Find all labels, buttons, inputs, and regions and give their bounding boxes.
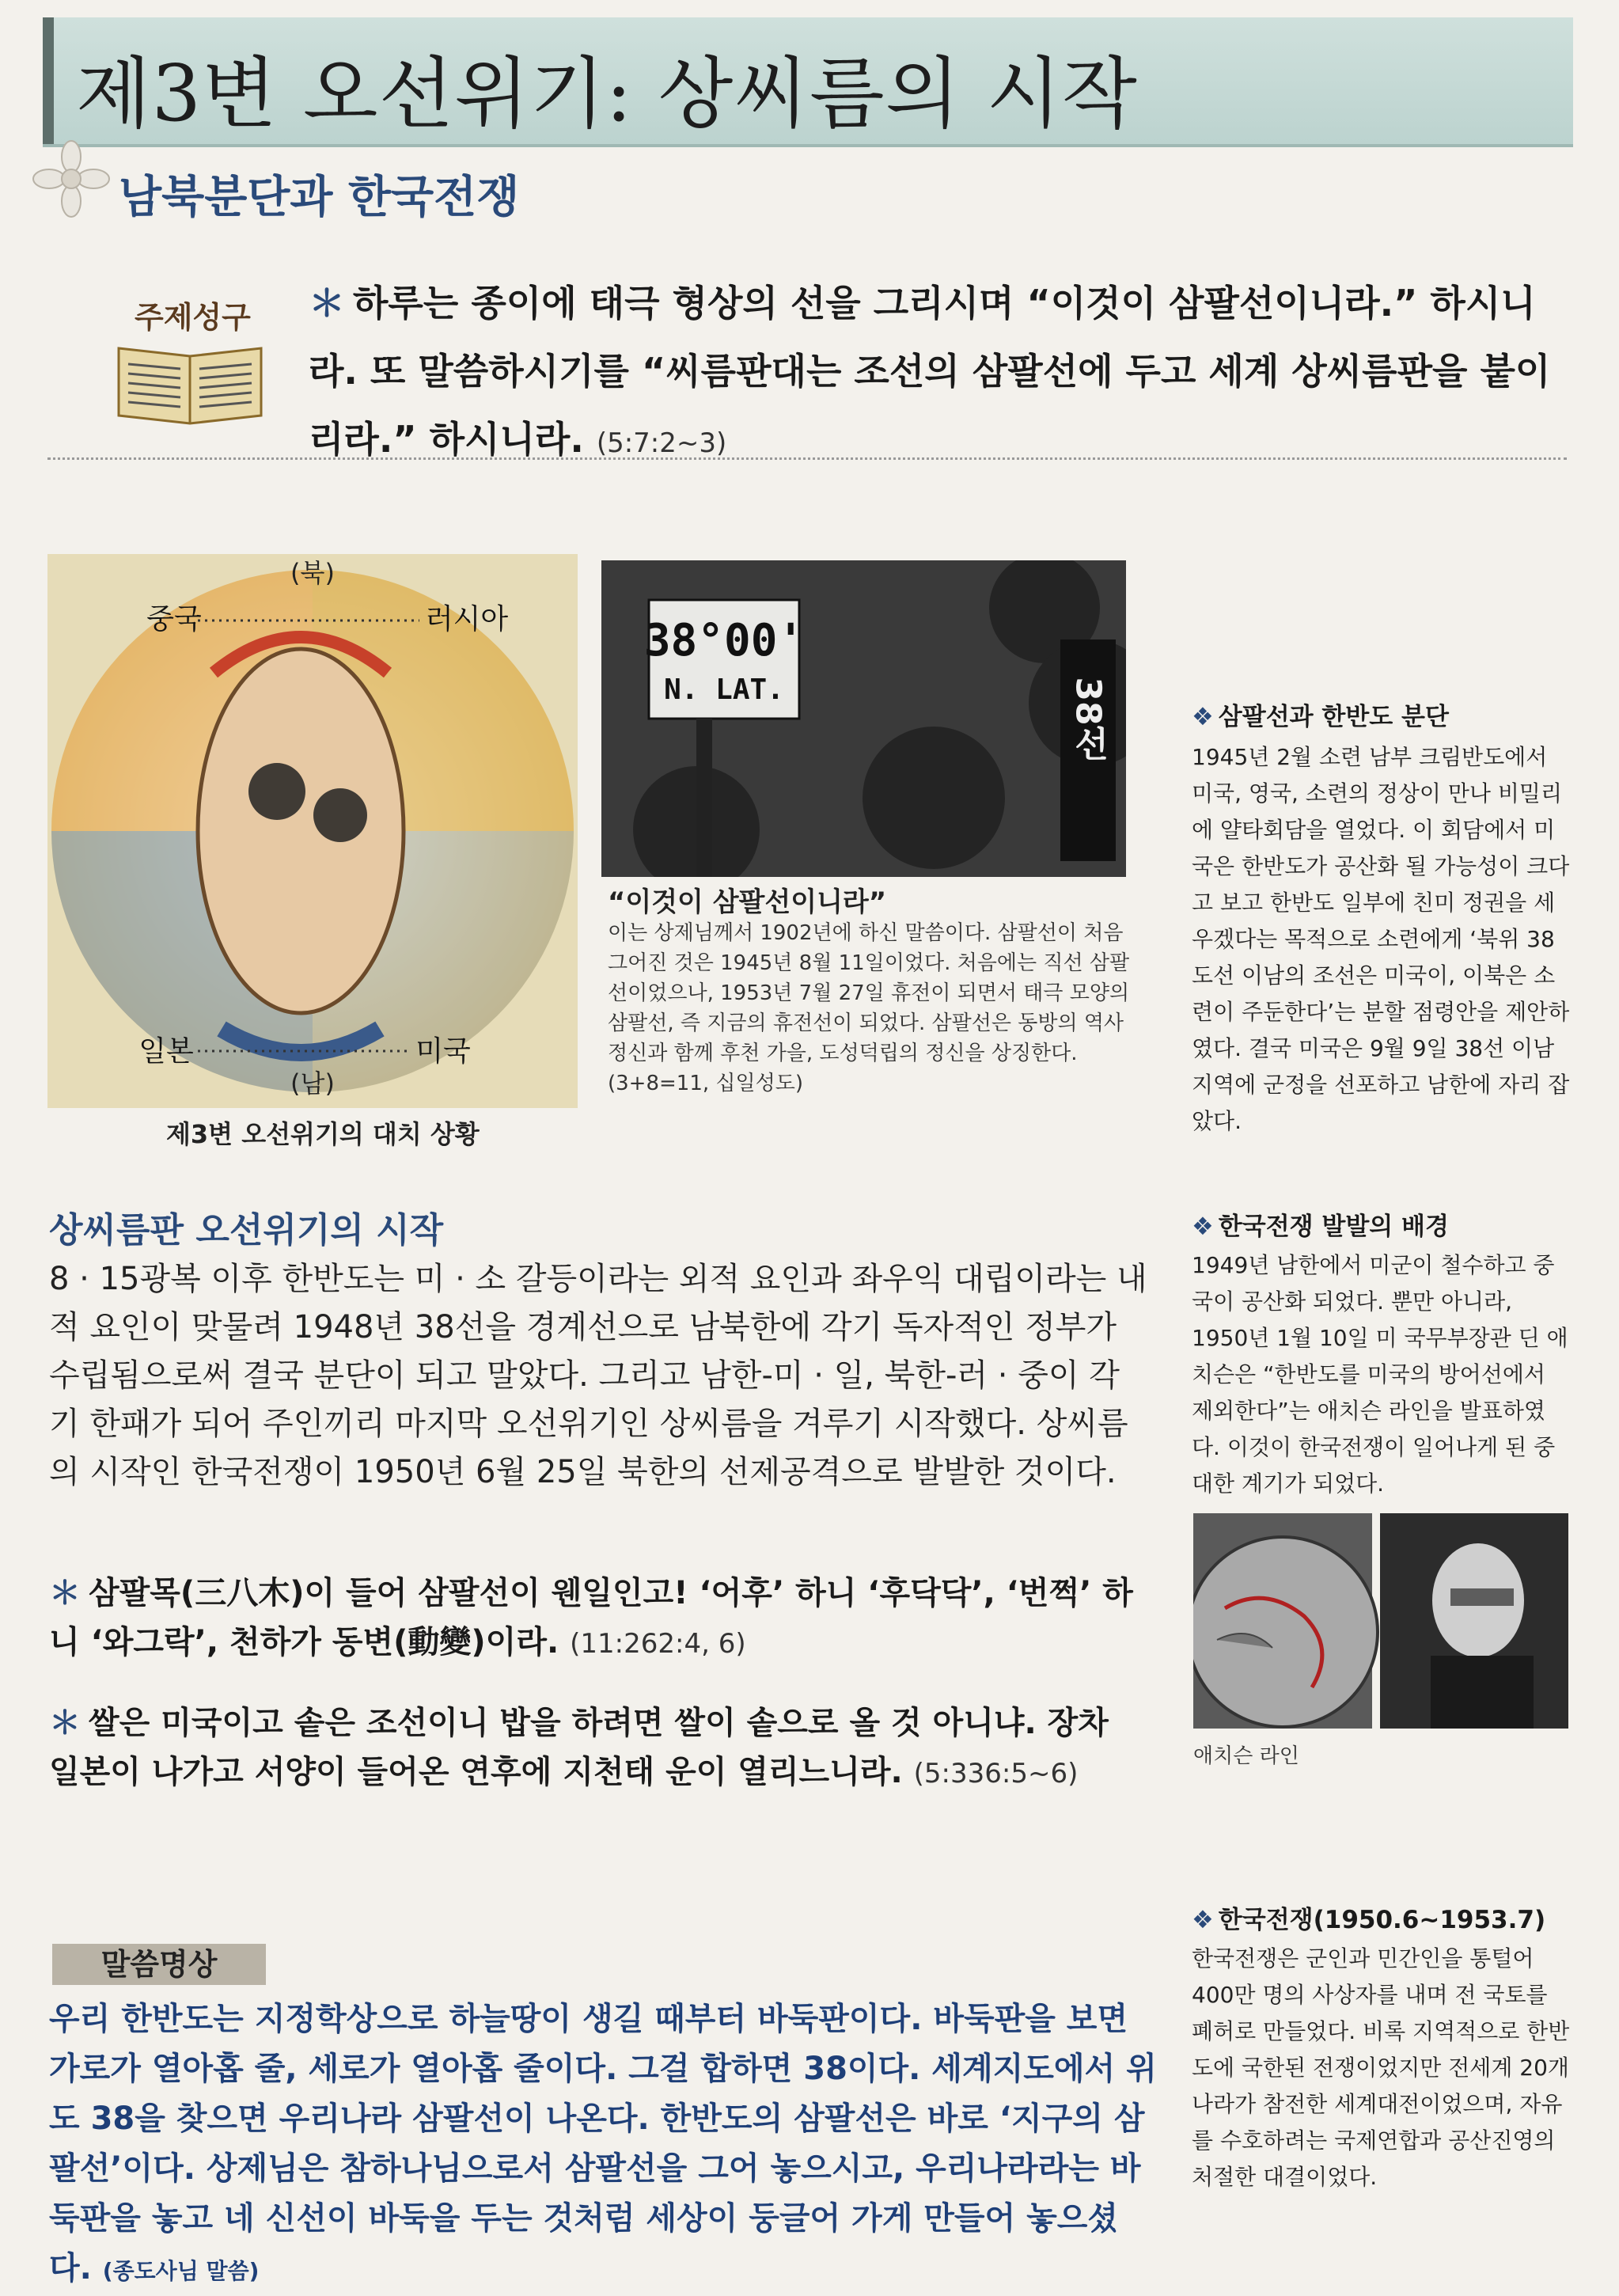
map-label-russia: 러시아 [425, 603, 509, 636]
meditation-body [49, 1994, 1157, 2296]
confrontation-map [47, 554, 578, 1108]
sidebar-heading-3-text: 한국전쟁(1950.6~1953.7) [1218, 1906, 1546, 1934]
sign-lat-text: N. LAT. [664, 674, 784, 706]
map-label-south: (남) [290, 1068, 335, 1099]
asterisk-icon: ＊ [49, 1705, 81, 1741]
sidebar-heading-division [1192, 696, 1449, 732]
flower-ornament-icon [32, 139, 111, 218]
asterisk-icon: ＊ [309, 282, 345, 324]
diamond-bullet-icon: ❖ [1192, 1213, 1214, 1241]
acheson-photo-caption: 애치슨 라인 [1193, 1744, 1299, 1768]
diamond-bullet-icon: ❖ [1192, 703, 1214, 731]
open-book-icon [111, 332, 269, 427]
map-label-china: 중국 [146, 603, 202, 636]
main-section-title: 상씨름판 오선위기의 시작 [49, 1210, 444, 1250]
scripture-label: 주제성구 [135, 300, 251, 335]
sidebar-body-korean-war: 한국전쟁은 군인과 민간인을 통털어 400만 명의 사상자를 내며 전 국토를 폐허로 만들었다. 비록 지역적으로 한반도에 국한된 전쟁이었지만 전세계 20개 나라가 참전한 세계대전이었으며, 자유를 수호하려는 국제연합과 공산진영의 처절한 대결이었다. [1192, 1945, 1570, 2190]
post-38-text: 38선 [1067, 677, 1109, 761]
sidebar-heading-background [1192, 1206, 1449, 1242]
page-title: 제3변 오선위기: 상씨름의 시작 [76, 49, 1138, 139]
scripture-text: 하루는 종이에 태극 형상의 선을 그리시며 “이것이 삼팔선이니라.” 하시니라. 또 말씀하시기를 “씨름판대는 조선의 삼팔선에 두고 세계 상씨름판을 붙이리라.” 하시니라. [309, 282, 1551, 461]
meditation-ref: (종도사님 말씀) [102, 2258, 260, 2284]
sign-degree-text: 38°00' [643, 615, 805, 666]
dotted-divider [47, 457, 1567, 460]
verse-3-ref: (5:336:5~6) [913, 1758, 1079, 1789]
scripture-verse [309, 269, 1575, 477]
map-caption: 제3변 오선위기의 대치 상황 [166, 1119, 480, 1149]
verse-2 [49, 1569, 1149, 1668]
sidebar-body-background: 1949년 남한에서 미군이 철수하고 중국이 공산화 되었다. 뿐만 아니라, 1950년 1월 10일 미 국무부장관 딘 애치슨은 “한반도를 미국의 방어선에서 제외한다”는 애치슨 라인을 발표하였다. 이것이 한국전쟁이 일어나게 된 중대한 계기가 되었다. [1192, 1252, 1568, 1497]
verse-2-text: 삼팔목(三八木)이 들어 삼팔선이 웬일인고! ‘어후’ 하니 ‘후닥닥’, ‘번쩍’ 하니 ‘와그락’, 천하가 동변(動變)이라. [49, 1575, 1133, 1660]
asterisk-icon: ＊ [49, 1575, 81, 1611]
verse-3 [49, 1698, 1149, 1798]
section-subtitle: 남북분단과 한국전쟁 [119, 172, 520, 223]
map-label-north: (북) [290, 558, 335, 588]
sidebar-heading-2-text: 한국전쟁 발발의 배경 [1218, 1213, 1449, 1241]
meditation-tag: 말씀명상 [52, 1944, 266, 1985]
main-section-body: 8 · 15광복 이후 한반도는 미 · 소 갈등이라는 외적 요인과 좌우익 대립이라는 내적 요인이 맞물려 1948년 38선을 경계선으로 남북한에 각기 독자적인 정부가 수립됨으로써 결국 분단이 되고 말았다. 그리고 남한-미 · 일, 북한-러 · 중이 각기 한패가 되어 주인끼리 마지막 오선위기인 상씨름을 겨루기 시작했다. 상씨름의 시작인 한국전쟁이 1950년 6월 25일 북한의 선제공격으로 발발한 것이다. [49, 1261, 1147, 1490]
verse-2-ref: (11:262:4, 6) [570, 1628, 746, 1660]
sidebar-heading-1-text: 삼팔선과 한반도 분단 [1218, 703, 1449, 731]
photo-quote-title: “이것이 삼팔선이니라” [608, 886, 887, 918]
map-illustration [47, 554, 578, 1108]
sidebar-body-division: 1945년 2월 소련 남부 크림반도에서 미국, 영국, 소련의 정상이 만나 비밀리에 얄타회담을 열었다. 이 회담에서 미국은 한반도가 공산화 될 가능성이 크다고 보고 한반도 일부에 친미 정권을 세우겠다는 목적으로 소련에게 ‘북위 38도선 이남의 조선은 미국이, 이북은 소련이 주둔한다’는 분할 점령안을 제안하였다. 결국 미국은 9월 9일 38선 이남 지역에 군정을 선포하고 남한에 자리 잡았다. [1192, 744, 1570, 1134]
map-label-japan: 일본 [138, 1035, 194, 1068]
diamond-bullet-icon: ❖ [1192, 1906, 1214, 1934]
verse-3-text: 쌀은 미국이고 솥은 조선이니 밥을 하려면 쌀이 솥으로 올 것 아니냐. 장차 일본이 나가고 서양이 들어온 연후에 지천태 운이 열리느니라. [49, 1705, 1109, 1790]
sign-photo-graphic [601, 560, 1126, 877]
acheson-line-photos [1193, 1513, 1568, 1729]
parallel-sign-photo [601, 560, 1126, 877]
photo-description: 이는 상제님께서 1902년에 하신 말씀이다. 삼팔선이 처음 그어진 것은 1945년 8월 11일이었다. 처음에는 직선 삼팔선이었으나, 1953년 7월 27일 휴전이 되면서 태극 모양의 삼팔선, 즉 지금의 휴전선이 되었다. 삼팔선은 동방의 역사 정신과 함께 후천 가을, 도성덕립의 정신을 상징한다. (3+8=11, 십일성도) [608, 921, 1130, 1095]
scripture-ref: (5:7:2~3) [596, 427, 727, 459]
sidebar-heading-korean-war [1192, 1899, 1545, 1935]
map-label-usa: 미국 [415, 1035, 471, 1068]
meditation-text: 우리 한반도는 지정학상으로 하늘땅이 생길 때부터 바둑판이다. 바둑판을 보면 가로가 열아홉 줄, 세로가 열아홉 줄이다. 그걸 합하면 38이다. 세계지도에서 위도 38을 찾으면 우리나라 삼팔선이 나온다. 한반도의 삼팔선은 바로 ‘지구의 삼팔선’이다. 상제님은 참하나님으로서 삼팔선을 그어 놓으시고, 우리나라라는 바둑판을 놓고 네 신선이 바둑을 두는 것처럼 세상이 둥글어 가게 만들어 놓으셨다. [49, 2001, 1157, 2287]
